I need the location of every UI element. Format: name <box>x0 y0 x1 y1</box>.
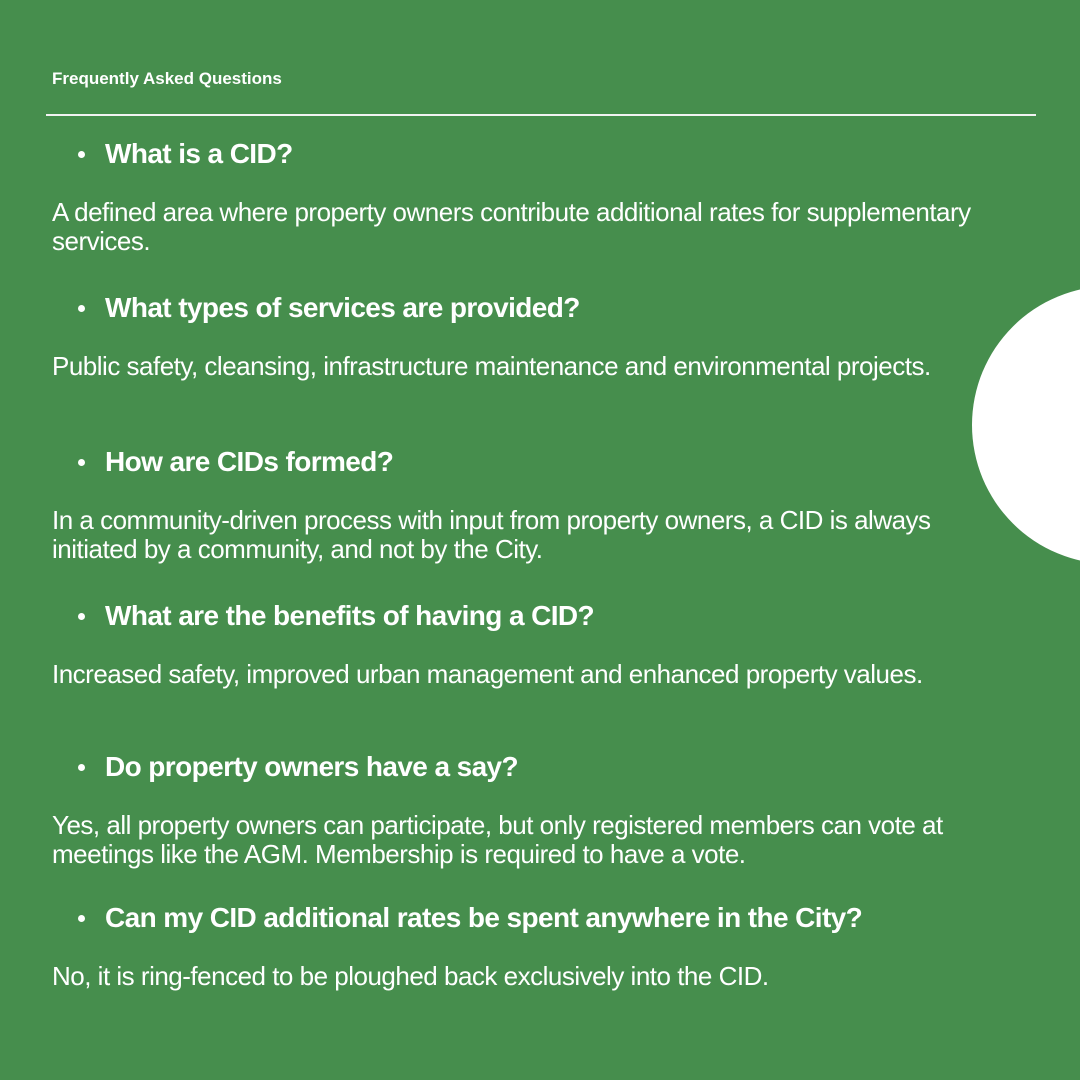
faq-question-text: What types of services are provided? <box>105 292 580 323</box>
faq-item-5 <box>52 749 1012 869</box>
faq-question-text: How are CIDs formed? <box>105 446 394 477</box>
bullet-icon <box>78 915 85 922</box>
faq-item-2 <box>52 290 1012 381</box>
faq-answer: In a community-driven process with input from property owners, a CID is always initiated by a community, and not by the City. <box>52 505 931 564</box>
header-divider <box>46 114 1036 116</box>
bullet-icon <box>78 459 85 466</box>
faq-question-text: What are the benefits of having a CID? <box>105 600 595 631</box>
faq-question-text: Do property owners have a say? <box>105 751 519 782</box>
faq-question <box>52 749 1012 785</box>
faq-question <box>52 598 1012 634</box>
faq-answer: Public safety, cleansing, infrastructure maintenance and environmental projects. <box>52 351 931 381</box>
faq-answer: Yes, all property owners can participate, but only registered members can vote at meetings like the AGM. Membership is required to have a vote. <box>52 810 943 869</box>
faq-question <box>52 290 1012 326</box>
faq-item-6 <box>52 900 1012 991</box>
faq-answer: A defined area where property owners contribute additional rates for supplementary services. <box>52 197 971 256</box>
faq-question-text: What is a CID? <box>105 138 293 169</box>
faq-question <box>52 444 1012 480</box>
faq-item-4 <box>52 598 1012 689</box>
faq-answer: No, it is ring-fenced to be ploughed back exclusively into the CID. <box>52 961 769 991</box>
bullet-icon <box>78 305 85 312</box>
faq-item-1 <box>52 136 1012 256</box>
faq-item-3 <box>52 444 1012 564</box>
faq-question <box>52 900 1012 936</box>
page-title: Frequently Asked Questions <box>52 69 282 88</box>
faq-question-text: Can my CID additional rates be spent anywhere in the City? <box>105 902 863 933</box>
faq-answer: Increased safety, improved urban management and enhanced property values. <box>52 659 923 689</box>
bullet-icon <box>78 151 85 158</box>
bullet-icon <box>78 613 85 620</box>
faq-question <box>52 136 1012 172</box>
bullet-icon <box>78 764 85 771</box>
